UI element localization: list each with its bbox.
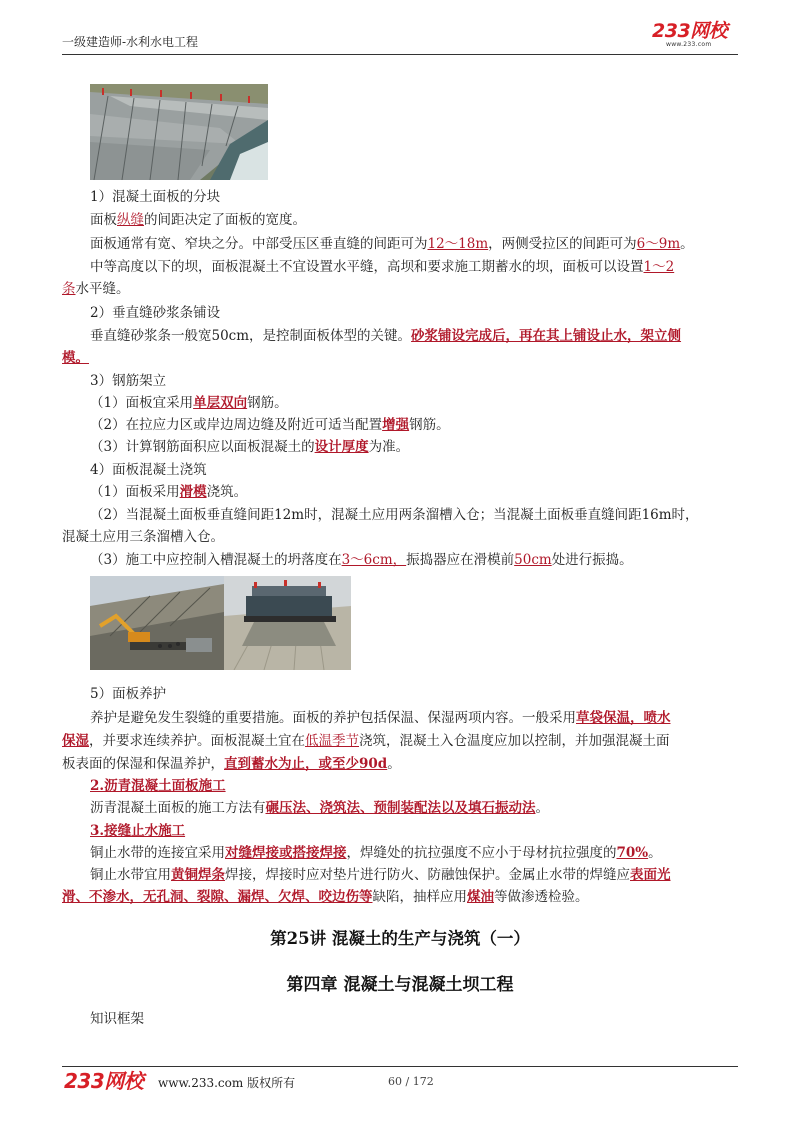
slipform-machine-photo <box>224 576 351 670</box>
keyword: 保湿 <box>62 733 89 749</box>
list-item: （1）面板宜采用单层双向钢筋。 <box>90 395 288 411</box>
keyword: 12～18m <box>427 236 489 252</box>
paragraph: 垂直缝砂浆条一般宽50cm，是控制面板体型的关键。砂浆铺设完成后，再在其上铺设止水，架立侧 <box>90 328 682 344</box>
keyword: 3～6cm， <box>341 552 407 568</box>
keyword: 砂浆铺设完成后，再在其上铺设止水，架立侧 <box>411 328 682 344</box>
paragraph: 养护是避免发生裂缝的重要措施。面板的养护包括保温、保湿两项内容。一般采用草袋保温，喷水 <box>90 710 671 726</box>
paragraph-cont <box>62 349 89 367</box>
paragraph-cont: 滑、不渗水，无孔洞、裂隙、漏焊、欠焊、咬边伤等缺陷，抽样应用煤油等做渗透检验。 <box>62 889 589 905</box>
keyword: 滑模 <box>179 484 207 500</box>
paragraph: 面板通常有宽、窄块之分。中部受压区垂直缝的间距可为12～18m，两侧受拉区的间距可为6～9m。 <box>90 236 694 252</box>
keyword: 表面光 <box>630 867 671 883</box>
list-item: （2）当混凝土面板垂直缝间距12m时，混凝土应用两条溜槽入仓；当混凝土面板垂直缝间距16m时， <box>90 507 699 523</box>
slipform-excavator-photo <box>90 576 224 670</box>
keyword: 纵缝 <box>117 212 144 228</box>
header-divider <box>62 54 738 55</box>
keyword: 1～2 <box>643 259 675 275</box>
section-heading-rebar: 3）钢筋架立 <box>90 373 167 389</box>
lecture-title: 第25讲 混凝土的生产与浇筑（一） <box>270 929 530 948</box>
chapter-title: 第四章 混凝土与混凝土坝工程 <box>286 975 514 995</box>
paragraph: 面板纵缝的间距决定了面板的宽度。 <box>90 212 306 228</box>
paragraph: 沥青混凝土面板的施工方法有碾压法、浇筑法、预制装配法以及填石振动法。 <box>90 800 549 816</box>
keyword: 条 <box>62 281 76 297</box>
paragraph: 铜止水带的连接宜采用对缝焊接或搭接焊接，焊缝处的抗拉强度不应小于母材抗拉强度的70%。 <box>90 845 662 861</box>
keyword: 直到蓄水为止，或至少90d <box>224 756 388 772</box>
paragraph-cont: 保湿，并要求连续养护。面板混凝土宜在低温季节浇筑，混凝土入仓温度应加以控制，并加强混凝土面 <box>62 733 670 749</box>
footer-logo[interactable] <box>64 1070 143 1092</box>
section-heading-joint-waterstop: 3.接缝止水施工 <box>90 823 186 839</box>
paragraph: 中等高度以下的坝，面板混凝土不宜设置水平缝，高坝和要求施工期蓄水的坝，面板可以设置1～2 <box>90 259 675 275</box>
copyright-text: www.233.com 版权所有 <box>158 1076 296 1090</box>
list-item: （3）施工中应控制入槽混凝土的坍落度在3～6cm，振捣器应在滑模前50cm处进行振捣。 <box>90 552 633 568</box>
section-heading-pouring: 4）面板混凝土浇筑 <box>90 462 207 478</box>
section-heading-slab-division: 1）混凝土面板的分块 <box>90 189 221 205</box>
keyword: 对缝焊接或搭接焊接 <box>225 845 347 861</box>
list-item: （3）计算钢筋面积应以面板混凝土的设计厚度为准。 <box>90 439 410 455</box>
keyword: 增强 <box>382 417 410 433</box>
list-item: （2）在拉应力区或岸边周边缝及附近可适当配置增强钢筋。 <box>90 417 450 433</box>
keyword: 50cm <box>514 552 552 568</box>
page-number: 60 / 172 <box>388 1075 434 1088</box>
framework-label: 知识框架 <box>90 1011 144 1027</box>
keyword: 滑、不渗水，无孔洞、裂隙、漏焊、欠焊、咬边伤等 <box>62 889 373 905</box>
brand-logo[interactable] <box>652 22 738 48</box>
keyword: 单层双向 <box>193 395 248 411</box>
keyword: 70% <box>616 845 649 861</box>
paragraph-cont: 板表面的保湿和保温养护，直到蓄水为止，或至少90d。 <box>62 756 401 772</box>
keyword: 模。 <box>62 350 89 366</box>
list-item: （1）面板采用滑模浇筑。 <box>90 484 248 500</box>
list-item-cont: 混凝土应用三条溜槽入仓。 <box>62 529 224 545</box>
keyword: 碾压法、浇筑法、预制装配法以及填石振动法 <box>265 800 536 816</box>
keyword: 黄铜焊条 <box>171 867 225 883</box>
dam-face-slab-photo <box>90 84 268 180</box>
keyword: 6～9m <box>636 236 681 252</box>
section-heading-asphalt: 2.沥青混凝土面板施工 <box>90 778 226 794</box>
footer-divider <box>62 1066 738 1067</box>
document-title: 一级建造师-水利水电工程 <box>62 35 199 49</box>
logo-wordmark: 233网校 <box>652 20 728 42</box>
paragraph-cont: 条水平缝。 <box>62 281 130 297</box>
keyword: 低温季节 <box>305 733 359 749</box>
keyword: 草袋保温，喷水 <box>576 710 671 726</box>
footer-logo-wordmark: 233网校 <box>64 1069 144 1093</box>
section-heading-mortar-strip: 2）垂直缝砂浆条铺设 <box>90 305 221 321</box>
keyword: 设计厚度 <box>314 439 369 455</box>
keyword: 煤油 <box>467 889 494 905</box>
paragraph: 铜止水带宜用黄铜焊条焊接，焊接时应对垫片进行防火、防融蚀保护。金属止水带的焊缝应表面光 <box>90 867 671 883</box>
logo-url: www.233.com <box>666 41 712 48</box>
section-heading-curing: 5）面板养护 <box>90 686 167 702</box>
